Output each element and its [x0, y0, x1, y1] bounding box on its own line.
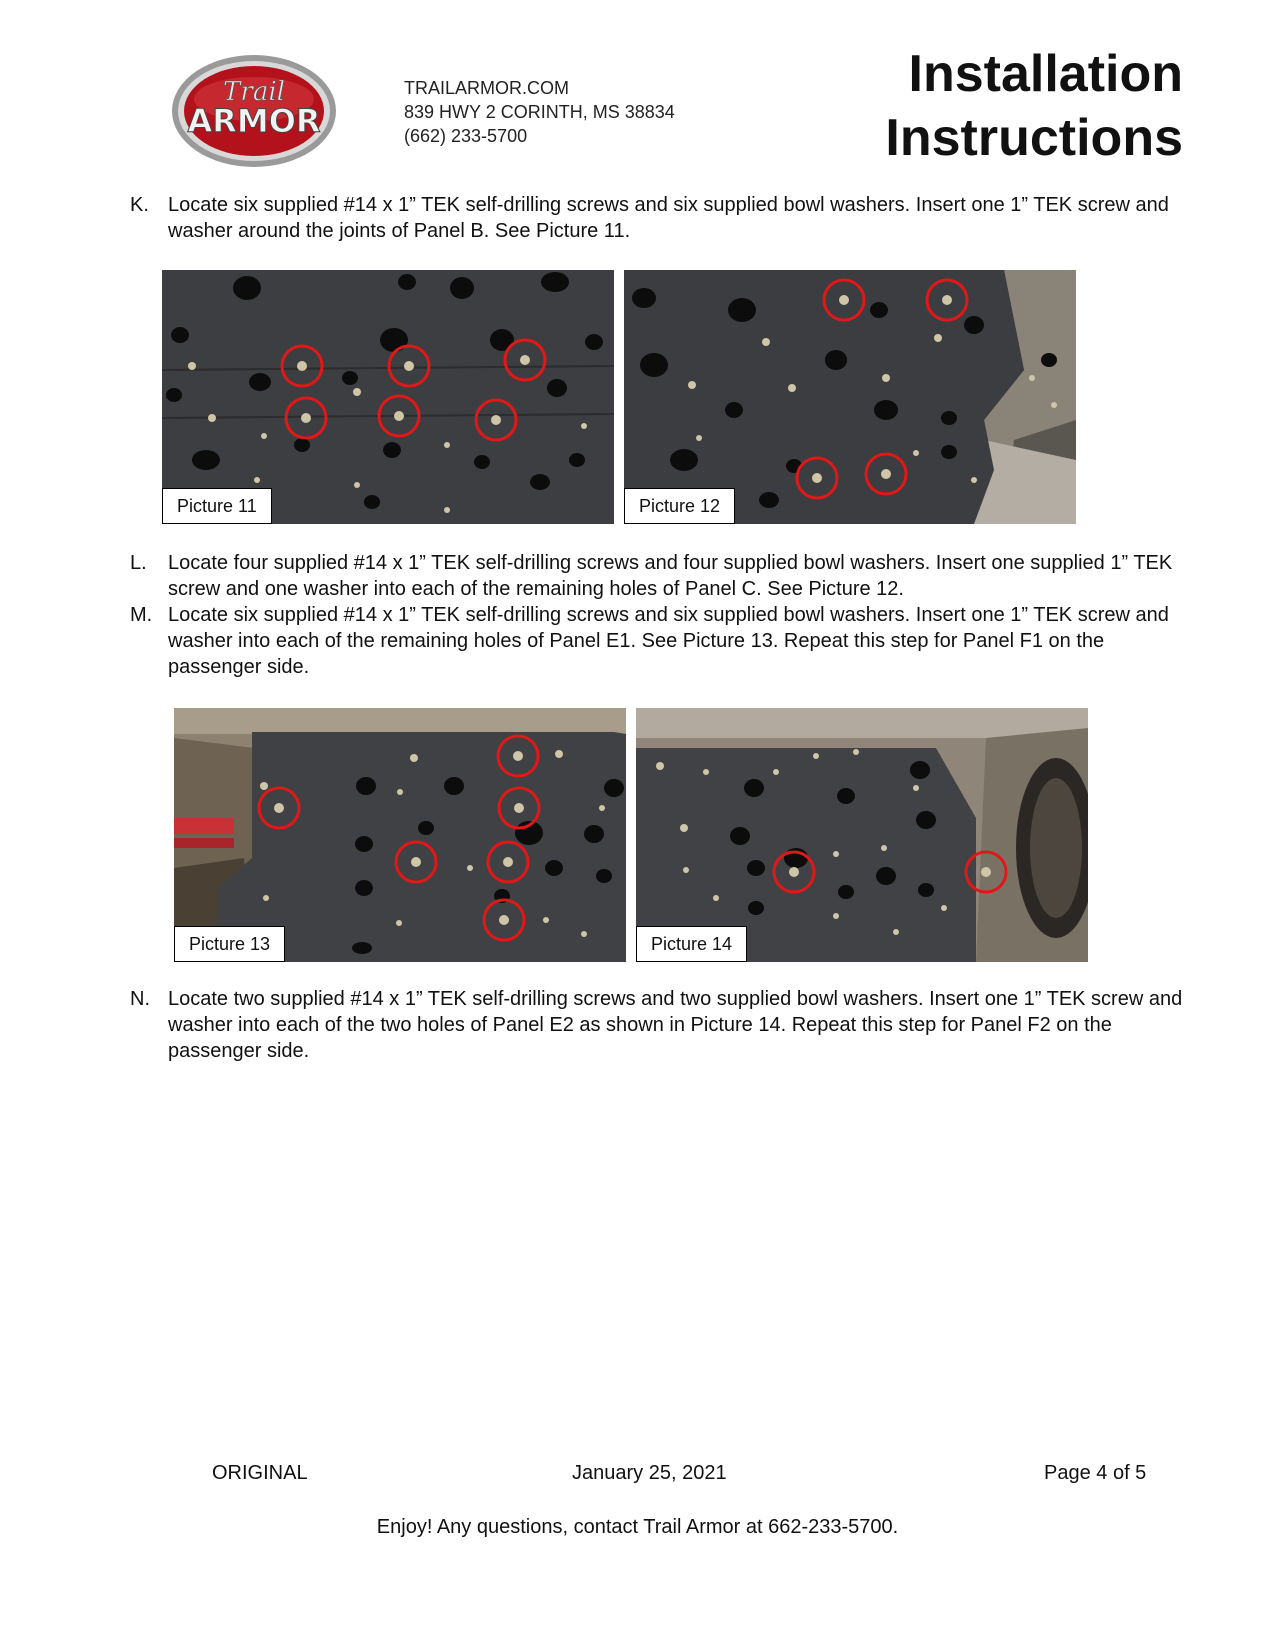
picture-13	[174, 708, 626, 962]
svg-text:ARMOR: ARMOR	[187, 102, 321, 140]
document-title: Installation Instructions	[885, 45, 1183, 167]
step-letter: N.	[130, 988, 150, 1010]
picture-11	[162, 270, 614, 524]
picture-caption: Picture 13	[174, 926, 285, 962]
address-text: 839 HWY 2 CORINTH, MS 38834	[404, 102, 675, 122]
step-k	[130, 192, 1190, 244]
phone-text: (662) 233-5700	[404, 126, 528, 146]
footer-date: January 25, 2021	[572, 1462, 727, 1484]
step-text: Locate two supplied #14 x 1” TEK self-drilling screws and two supplied bowl washers. Insert one 1” TEK screw and washer into each of the two holes of Panel E2 as shown in Picture 14. Repeat this step for Panel F2 on the passenger side.	[168, 988, 1183, 1062]
step-letter: M.	[130, 604, 153, 626]
company-contact	[404, 76, 675, 148]
picture-caption: Picture 12	[624, 488, 735, 524]
step-text: Locate six supplied #14 x 1” TEK self-drilling screws and six supplied bowl washers. Insert one 1” TEK screw and washer into each of the remaining holes of Panel E1. See Picture 13. Repeat this step for Panel F1 on the passenger side.	[168, 604, 1169, 678]
step-text: Locate four supplied #14 x 1” TEK self-drilling screws and four supplied bowl washers. Insert one supplied 1” TEK screw and one washer into each of the remaining holes of Panel C. See Picture 12.	[168, 552, 1173, 600]
svg-text:Trail: Trail	[223, 77, 285, 107]
footer-page-number: Page 4 of 5	[1044, 1462, 1147, 1484]
footer-status: ORIGINAL	[212, 1462, 308, 1484]
step-m	[130, 602, 1190, 680]
picture-caption: Picture 11	[162, 488, 272, 524]
step-n	[130, 986, 1190, 1064]
footer-contact-note: Enjoy! Any questions, contact Trail Armor at 662-233-5700.	[376, 1516, 899, 1538]
step-letter: L.	[130, 552, 147, 574]
website-text: TRAILARMOR.COM	[404, 78, 570, 98]
step-l	[130, 550, 1190, 602]
picture-12	[624, 270, 1076, 524]
picture-14	[636, 708, 1088, 962]
picture-caption: Picture 14	[636, 926, 747, 962]
step-text: Locate six supplied #14 x 1” TEK self-drilling screws and six supplied bowl washers. Insert one 1” TEK screw and washer around the joints of Panel B. See Picture 11.	[168, 194, 1169, 242]
trail-armor-logo	[170, 52, 338, 170]
step-letter: K.	[130, 194, 149, 216]
